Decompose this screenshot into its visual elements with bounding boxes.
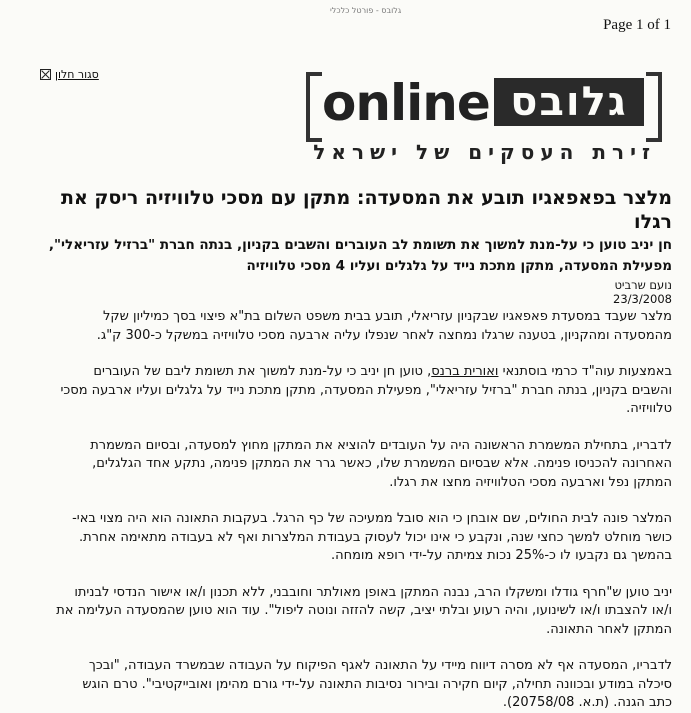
lawyer-name: באמצעות עוה"ד כרמי בוסתנאי (498, 364, 672, 379)
paragraph-3 (20, 437, 672, 493)
article (20, 186, 672, 713)
paragraph-5-line: ו/או להצבתו ו/או לשינועו, והיה רעוע ובלתי יציב, קשה להזזה ונוטה ליפול". עוד הוא טוען שהמסעדה העלימה את (56, 603, 672, 618)
paragraph-3-line: לדבריו, בתחילת המשמרת הראשונה היה על העובדים להוציא את המתקן מחוץ למסעדה, ובסיום המשמרת (90, 437, 672, 453)
close-window-link[interactable] (40, 68, 99, 81)
paragraph-5 (20, 584, 672, 640)
paragraph-2-line: טלוויזיה. (626, 401, 672, 416)
paragraph-4 (20, 510, 672, 566)
paragraph-3-line: האחרונה להכניסו פנימה. אלא שבסיום המשמרת שלו, כאשר גרר את המתקן פנימה, נתקע אחד הגלגלים, (92, 456, 672, 471)
paragraph-6-line: לדבריו, המסעדה אף לא מסרה דיווח מיידי על התאונה לאגף הפיקוח על העבודה שבמשרד העבודה, "ובכך (88, 658, 672, 673)
article-headline: מלצר בפאפאגיו תובע את המסעדה: מתקן עם מסכי טלוויזיה ריסק את רגלו (60, 187, 672, 233)
paragraph-1-line: מלצר שעבד במסעדת פאפאגיו שבקניון עזריאלי, תובע בבית משפט השלום בת"א פיצוי בסך כמיליון שקל (103, 309, 672, 324)
paragraph-4-line: בהמשך גם נקבעו לו כ-25% נכות צמיתה על-ידי רופא מומחה. (330, 548, 672, 563)
paragraph-1 (20, 308, 672, 345)
globes-online-logo (300, 72, 662, 172)
logo-bracket-left (306, 72, 322, 142)
paragraph-6 (20, 657, 672, 713)
page-number: Page 1 of 1 (603, 17, 671, 33)
underlined-name: ואורית ברנס (431, 364, 499, 379)
logo-bracket-right (646, 72, 662, 142)
paragraph-4-line: כושר מוחלט למשך כחצי שנה, ונקבע כי אינו יכול לעסוק בעבודת המלצרות ואף לא בעבודה מתאימה אחרת. (78, 529, 672, 545)
logo-word-online: online (322, 74, 490, 132)
paragraph-1-line: מהמסעדה ומהקניון, בטענה שרגלו נמחצה לאחר שנפלו עליה ארבעה מסכי טלוויזיה במשקל כ-300 ק"ג. (96, 327, 672, 343)
paragraph-2 (20, 363, 672, 419)
logo-tagline: זירת העסקים של ישראל (313, 140, 656, 164)
paragraph-3-line: המתקן נפל וארבעה מסכי הטלוויזיה מחצו את רגלו. (389, 474, 672, 490)
paragraph-5-line: יניב טוען ש"חרף גודלו ומשקלו הרב, נבנה המתקן באופן מאולתר וחובבני, ללא תכנון ו/או אישור הנדסי לבניתו (74, 584, 672, 600)
paragraph-4-line: המלצר פונה לבית החולים, שם אובחן כי הוא סובל ממעיכה של כף הרגל. בעקבות התאונה הוא היה מצוי באי- (72, 511, 672, 526)
article-byline (20, 278, 672, 306)
paragraph-2-rest: , טוען חן יניב כי על-מנת למשוך את תשומת ליבם של העוברים (93, 364, 432, 379)
close-window-label[interactable]: סגור חלון (55, 68, 99, 81)
paragraph-5-line: המתקן לאחר התאונה. (546, 621, 672, 637)
article-subhead-line-1: חן יניב טוען כי על-מנת למשוך את תשומת לב העוברים והשבים בקניון, בנתה חברת "ברזיל עזריאלי", (48, 237, 672, 253)
byline-date: 23/3/2008 (613, 292, 672, 306)
byline-author: נועם שרביט (614, 278, 672, 292)
article-subhead-line-2: מפעילת המסעדה, מתקן מתכת נייד על גלגלים ועליו 4 מסכי טלוויזיה (246, 258, 672, 274)
logo-word-globes: גלובס (494, 78, 644, 126)
paragraph-2-line (20, 363, 672, 382)
close-box-icon[interactable] (40, 69, 51, 80)
paragraph-6-line: סיכלה במודע ובכוונה תחילה, קיום חקירה ובירור נסיבות התאונה על-ידי גורם מהימן ואובייקטיבי". טרם הוגש (82, 676, 672, 692)
paragraph-2-line: והשבים בקניון, בנתה חברת "ברזיל עזריאלי", מפעילת המסעדה, מתקן מתכת נייד על גלגלים ועליו ארבעה מסכי (60, 382, 672, 398)
paragraph-6-line: כתב הגנה. (ת.א. 20758/08). (502, 695, 672, 710)
fax-header: גלובס - פורטל כלכלי (330, 6, 402, 15)
